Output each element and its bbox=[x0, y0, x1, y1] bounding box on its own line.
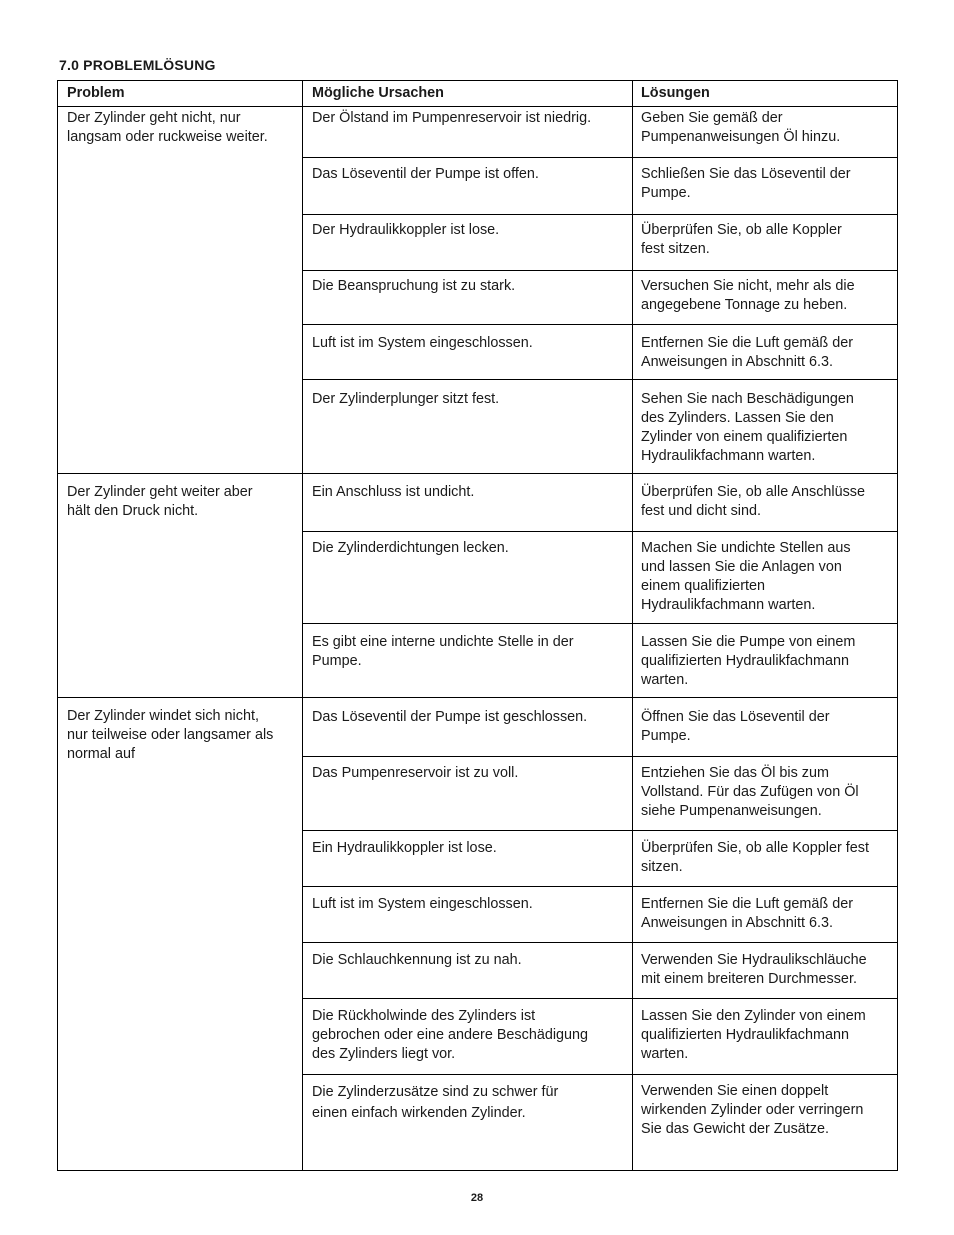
problem-cell: Der Zylinder geht weiter aber hält den Druck nicht. bbox=[67, 484, 253, 519]
cause-cell: Die Rückholwinde des Zylinders ist gebrochen oder eine andere Beschädigung des Zylinders liegt vor. bbox=[312, 1008, 589, 1062]
row-divider bbox=[302, 214, 897, 215]
solution-cell: Lassen Sie den Zylinder von einem qualifizierten Hydraulikfachmann warten. bbox=[641, 1008, 866, 1062]
cause-cell: Der Ölstand im Pumpenreservoir ist niedrig. bbox=[312, 110, 592, 126]
cause-cell: Das Löseventil der Pumpe ist offen. bbox=[312, 166, 539, 182]
page-number: 28 bbox=[470, 1192, 484, 1204]
solution-cell: Machen Sie undichte Stellen aus und lassen Sie die Anlagen von einem qualifizierten Hydraulikfachmann warten. bbox=[641, 540, 851, 613]
column-divider bbox=[302, 81, 303, 1170]
solution-cell: Verwenden Sie Hydraulikschläuche mit einem breiteren Durchmesser. bbox=[641, 952, 867, 987]
row-divider bbox=[302, 998, 897, 999]
group-divider bbox=[58, 473, 897, 474]
row-divider bbox=[302, 942, 897, 943]
row-divider bbox=[302, 324, 897, 325]
cause-cell: Der Zylinderplunger sitzt fest. bbox=[312, 391, 500, 407]
solution-cell: Entfernen Sie die Luft gemäß der Anweisungen in Abschnitt 6.3. bbox=[641, 896, 853, 931]
row-divider bbox=[302, 623, 897, 624]
solution-cell: Verwenden Sie einen doppelt wirkenden Zylinder oder verringern Sie das Gewicht der Zusätze. bbox=[641, 1083, 864, 1137]
cause-cell: Die Beanspruchung ist zu stark. bbox=[312, 278, 516, 294]
solution-cell: Geben Sie gemäß der Pumpenanweisungen Öl hinzu. bbox=[641, 110, 841, 145]
cause-cell: Ein Anschluss ist undicht. bbox=[312, 484, 475, 500]
solution-cell: Sehen Sie nach Beschädigungen des Zylinders. Lassen Sie den Zylinder von einem qualifizierten Hydraulikfachmann warten. bbox=[641, 391, 854, 464]
cause-cell: Es gibt eine interne undichte Stelle in der Pumpe. bbox=[312, 634, 574, 669]
row-divider bbox=[302, 1074, 897, 1075]
section-title: 7.0 PROBLEMLÖSUNG bbox=[59, 57, 216, 73]
solution-cell: Entziehen Sie das Öl bis zum Vollstand. Für das Zufügen von Öl siehe Pumpenanweisungen. bbox=[641, 765, 859, 819]
cause-cell: Luft ist im System eingeschlossen. bbox=[312, 335, 533, 351]
row-divider bbox=[302, 756, 897, 757]
troubleshooting-table bbox=[57, 80, 898, 1171]
cause-cell: Luft ist im System eingeschlossen. bbox=[312, 896, 533, 912]
solution-cell: Entfernen Sie die Luft gemäß der Anweisungen in Abschnitt 6.3. bbox=[641, 335, 853, 370]
solution-cell: Öffnen Sie das Löseventil der Pumpe. bbox=[641, 709, 830, 744]
row-divider bbox=[302, 830, 897, 831]
solution-cell: Schließen Sie das Löseventil der Pumpe. bbox=[641, 166, 851, 201]
header-divider bbox=[58, 106, 897, 107]
problem-cell: Der Zylinder windet sich nicht, nur teilweise oder langsamer als normal auf bbox=[67, 708, 274, 762]
header-problem: Problem bbox=[67, 85, 125, 101]
header-causes: Mögliche Ursachen bbox=[312, 85, 444, 101]
row-divider bbox=[302, 531, 897, 532]
group-divider bbox=[58, 697, 897, 698]
solution-cell: Lassen Sie die Pumpe von einem qualifizierten Hydraulikfachmann warten. bbox=[641, 634, 856, 688]
solution-cell: Überprüfen Sie, ob alle Koppler fest sitzen. bbox=[641, 222, 842, 257]
column-divider bbox=[632, 81, 633, 1170]
row-divider bbox=[302, 379, 897, 380]
cause-cell: Ein Hydraulikkoppler ist lose. bbox=[312, 840, 497, 856]
cause-cell: Die Zylinderzusätze sind zu schwer für einen einfach wirkenden Zylinder. bbox=[312, 1084, 559, 1121]
cause-cell: Der Hydraulikkoppler ist lose. bbox=[312, 222, 500, 238]
solution-cell: Versuchen Sie nicht, mehr als die angegebene Tonnage zu heben. bbox=[641, 278, 855, 313]
problem-cell: Der Zylinder geht nicht, nur langsam oder ruckweise weiter. bbox=[67, 110, 268, 145]
solution-cell: Überprüfen Sie, ob alle Anschlüsse fest und dicht sind. bbox=[641, 484, 865, 519]
cause-cell: Die Zylinderdichtungen lecken. bbox=[312, 540, 509, 556]
row-divider bbox=[302, 270, 897, 271]
row-divider bbox=[302, 886, 897, 887]
cause-cell: Das Löseventil der Pumpe ist geschlossen. bbox=[312, 709, 588, 725]
row-divider bbox=[302, 157, 897, 158]
solution-cell: Überprüfen Sie, ob alle Koppler fest sitzen. bbox=[641, 840, 869, 875]
cause-cell: Die Schlauchkennung ist zu nah. bbox=[312, 952, 522, 968]
cause-cell: Das Pumpenreservoir ist zu voll. bbox=[312, 765, 519, 781]
header-solutions: Lösungen bbox=[641, 85, 710, 101]
